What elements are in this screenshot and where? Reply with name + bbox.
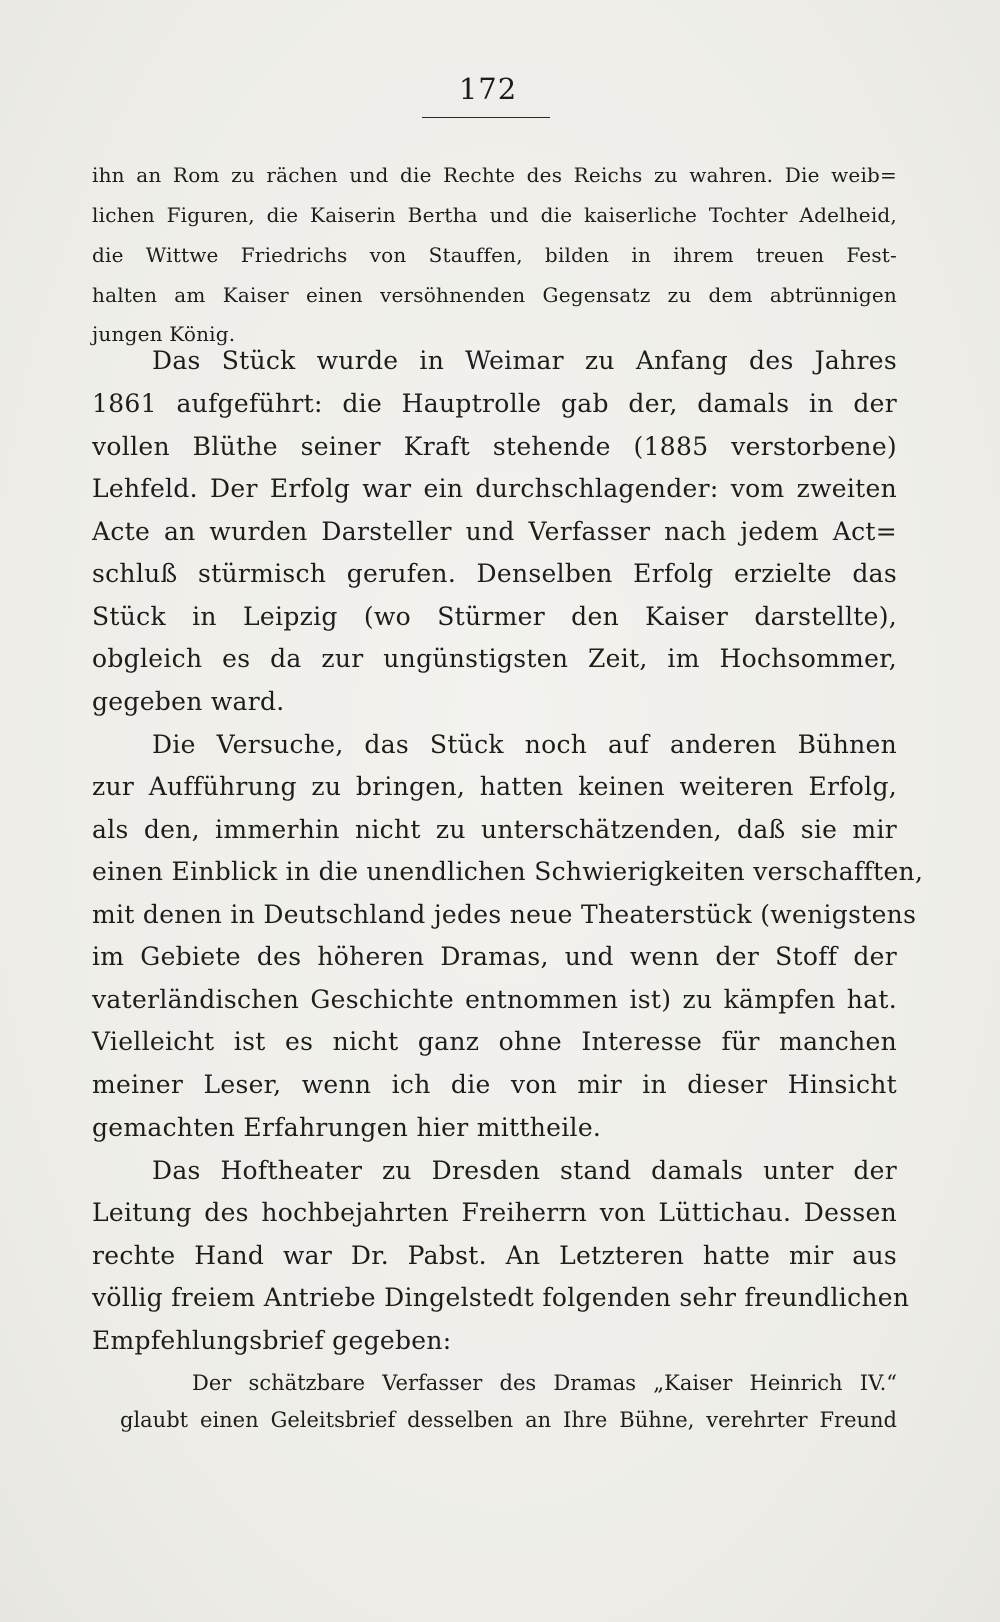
text-line: zur Aufführung zu bringen, hatten keinen weiteren Erfolg, (92, 772, 897, 801)
text-line: gemachten Erfahrungen hier mittheile. (92, 1113, 602, 1142)
text-line: einen Einblick in die unendlichen Schwierigkeiten verschafften, (92, 857, 924, 886)
text-line: im Gebiete des höheren Dramas, und wenn der Stoff der (92, 942, 897, 971)
quote-line: glaubt einen Geleitsbrief desselben an Ihre Bühne, verehrter Freund (120, 1408, 897, 1432)
text-line: lichen Figuren, die Kaiserin Bertha und die kaiserliche Tochter Adelheid, (92, 203, 897, 227)
text-line: jungen König. (92, 322, 236, 346)
text-line: meiner Leser, wenn ich die von mir in dieser Hinsicht (92, 1070, 897, 1099)
text-line: mit denen in Deutschland jedes neue Theaterstück (wenigstens (92, 900, 917, 929)
quote-line: Der schätzbare Verfasser des Dramas „Kaiser Heinrich IV.“ (192, 1371, 897, 1395)
text-line: Acte an wurden Darsteller und Verfasser nach jedem Act= (92, 517, 897, 546)
text-line: die Wittwe Friedrichs von Stauffen, bilden in ihrem treuen Fest- (92, 243, 897, 267)
text-line: Vielleicht ist es nicht ganz ohne Interesse für manchen (92, 1027, 897, 1056)
page-number: 172 (458, 72, 518, 106)
text-line: obgleich es da zur ungünstigsten Zeit, im Hochsommer, (92, 644, 897, 673)
text-line: völlig freiem Antriebe Dingelstedt folgenden sehr freundlichen (92, 1283, 910, 1312)
text-line: vollen Blüthe seiner Kraft stehende (1885 verstorbene) (92, 432, 897, 461)
text-line: schluß stürmisch gerufen. Denselben Erfolg erzielte das (92, 559, 897, 588)
text-line: Die Versuche, das Stück noch auf anderen Bühnen (152, 730, 897, 759)
text-line: Leitung des hochbejahrten Freiherrn von Lüttichau. Dessen (92, 1198, 897, 1227)
text-line: 1861 aufgeführt: die Hauptrolle gab der, damals in der (92, 389, 897, 418)
text-line: ihn an Rom zu rächen und die Rechte des Reichs zu wahren. Die weib= (92, 163, 897, 187)
text-line: Empfehlungsbrief gegeben: (92, 1326, 452, 1355)
text-line: Lehfeld. Der Erfolg war ein durchschlagender: vom zweiten (92, 474, 897, 503)
text-line: halten am Kaiser einen versöhnenden Gegensatz zu dem abtrünnigen (92, 283, 897, 307)
text-line: als den, immerhin nicht zu unterschätzenden, daß sie mir (92, 815, 897, 844)
text-line: Das Hoftheater zu Dresden stand damals unter der (152, 1156, 897, 1185)
header-rule (422, 117, 550, 118)
text-line: Das Stück wurde in Weimar zu Anfang des Jahres (152, 346, 897, 375)
text-line: vaterländischen Geschichte entnommen ist) zu kämpfen hat. (92, 985, 897, 1014)
text-line: rechte Hand war Dr. Pabst. An Letzteren hatte mir aus (92, 1241, 897, 1270)
text-line: Stück in Leipzig (wo Stürmer den Kaiser darstellte), (92, 602, 897, 631)
text-line: gegeben ward. (92, 687, 285, 716)
